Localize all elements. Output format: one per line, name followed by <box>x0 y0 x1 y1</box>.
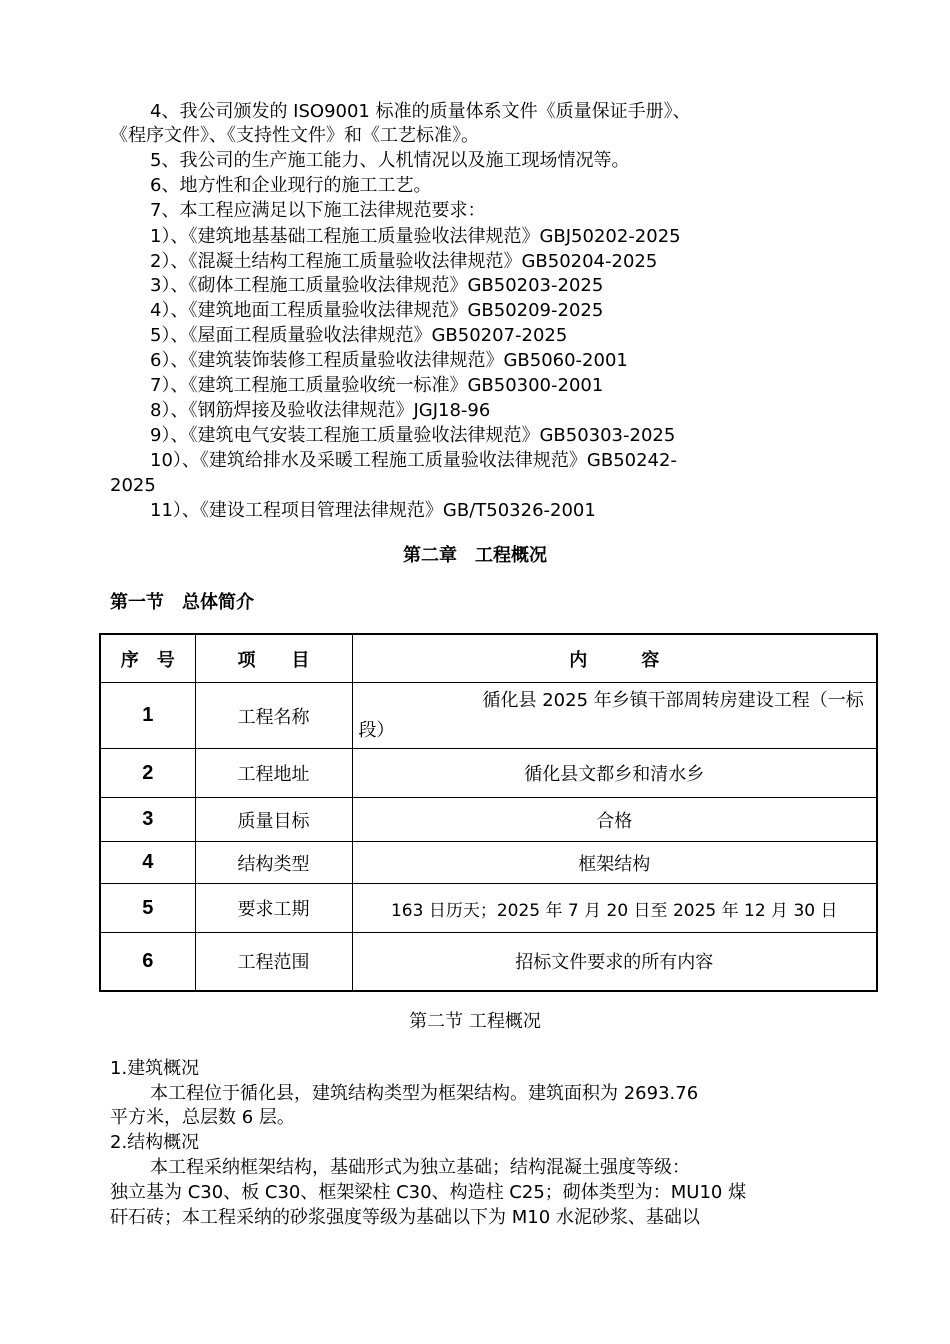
list-line: 5）、《屋面工程质量验收法律规范》GB50207-2025 <box>150 325 568 346</box>
list-line: 7）、《建筑工程施工质量验收统一标准》GB50300-2001 <box>150 375 604 396</box>
row-content: 框架结构 <box>352 842 877 884</box>
subheading: 1.建筑概况 <box>110 1058 200 1079</box>
paragraph-line: 本工程位于循化县，建筑结构类型为框架结构。建筑面积为 2693.76 <box>150 1083 699 1104</box>
list-line: 10）、《建筑给排水及采暖工程施工质量验收法律规范》GB50242- <box>150 450 677 471</box>
row-content: 招标文件要求的所有内容 <box>352 933 877 991</box>
list-line: 2025 <box>110 475 156 496</box>
header-cell: 项 目 <box>195 634 352 683</box>
table-row <box>100 683 877 749</box>
paragraph-line: 矸石砖；本工程采纳的砂浆强度等级为基础以下为 M10 水泥砂浆、基础以 <box>110 1207 700 1228</box>
section-title: 第二节 工程概况 <box>409 1011 541 1032</box>
header-cell: 序 号 <box>100 634 195 683</box>
list-line: 1）、《建筑地基基础工程施工质量验收法律规范》GBJ50202-2025 <box>150 226 681 247</box>
list-line: 4）、《建筑地面工程质量验收法律规范》GB50209-2025 <box>150 300 604 321</box>
section-title: 第一节 总体简介 <box>110 592 254 613</box>
row-content: 合格 <box>352 798 877 842</box>
table-row <box>100 749 877 798</box>
list-line: 8）、《钢筋焊接及验收法律规范》JGJ18-96 <box>150 400 491 421</box>
table-header-row <box>100 634 877 683</box>
row-item: 要求工期 <box>195 884 352 933</box>
paragraph-line: 平方米，总层数 6 层。 <box>110 1107 295 1128</box>
overview-table <box>99 633 878 992</box>
row-item: 质量目标 <box>195 798 352 842</box>
list-line: 11）、《建设工程项目管理法律规范》GB/T50326-2001 <box>150 500 596 521</box>
list-line: 2）、《混凝土结构工程施工质量验收法律规范》GB50204-2025 <box>150 251 658 272</box>
paragraph-line: 本工程采纳框架结构，基础形式为独立基础；结构混凝土强度等级： <box>150 1157 690 1178</box>
list-line: 3）、《砌体工程施工质量验收法律规范》GB50203-2025 <box>150 275 604 296</box>
row-content: 163 日历天；2025 年 7 月 20 日至 2025 年 12 月 30 日 <box>352 884 877 933</box>
list-line: 4、我公司颁发的 ISO9001 标准的质量体系文件《质量保证手册》、 <box>150 101 691 122</box>
row-item: 工程地址 <box>195 749 352 798</box>
row-number: 1 <box>100 683 195 749</box>
row-item: 结构类型 <box>195 842 352 884</box>
row-item: 工程名称 <box>195 683 352 749</box>
row-content-text: 循化县 2025 年乡镇干部周转房建设工程（一标段） <box>358 689 864 741</box>
paragraph-line: 独立基为 C30、板 C30、框架梁柱 C30、构造柱 C25；砌体类型为：MU10 煤 <box>110 1182 747 1203</box>
list-line: 《程序文件》、《支持性文件》和《工艺标准》。 <box>110 125 479 146</box>
row-item: 工程范围 <box>195 933 352 991</box>
row-number: 2 <box>100 749 195 798</box>
list-line: 5、我公司的生产施工能力、人机情况以及施工现场情况等。 <box>150 150 630 171</box>
row-number: 6 <box>100 933 195 991</box>
table-row <box>100 933 877 991</box>
subheading: 2.结构概况 <box>110 1132 200 1153</box>
row-number: 4 <box>100 842 195 884</box>
row-number: 3 <box>100 798 195 842</box>
list-line: 9）、《建筑电气安装工程施工质量验收法律规范》GB50303-2025 <box>150 425 676 446</box>
list-line: 6）、《建筑装饰装修工程质量验收法律规范》GB5060-2001 <box>150 350 628 371</box>
list-line: 6、地方性和企业现行的施工工艺。 <box>150 175 432 196</box>
header-cell: 内 容 <box>352 634 877 683</box>
row-content <box>352 683 877 749</box>
row-content: 循化县文都乡和清水乡 <box>352 749 877 798</box>
row-number: 5 <box>100 884 195 933</box>
chapter-title: 第二章 工程概况 <box>403 545 547 566</box>
table-row <box>100 884 877 933</box>
table-row <box>100 842 877 884</box>
table-row <box>100 798 877 842</box>
list-line: 7、本工程应满足以下施工法律规范要求： <box>150 200 486 221</box>
